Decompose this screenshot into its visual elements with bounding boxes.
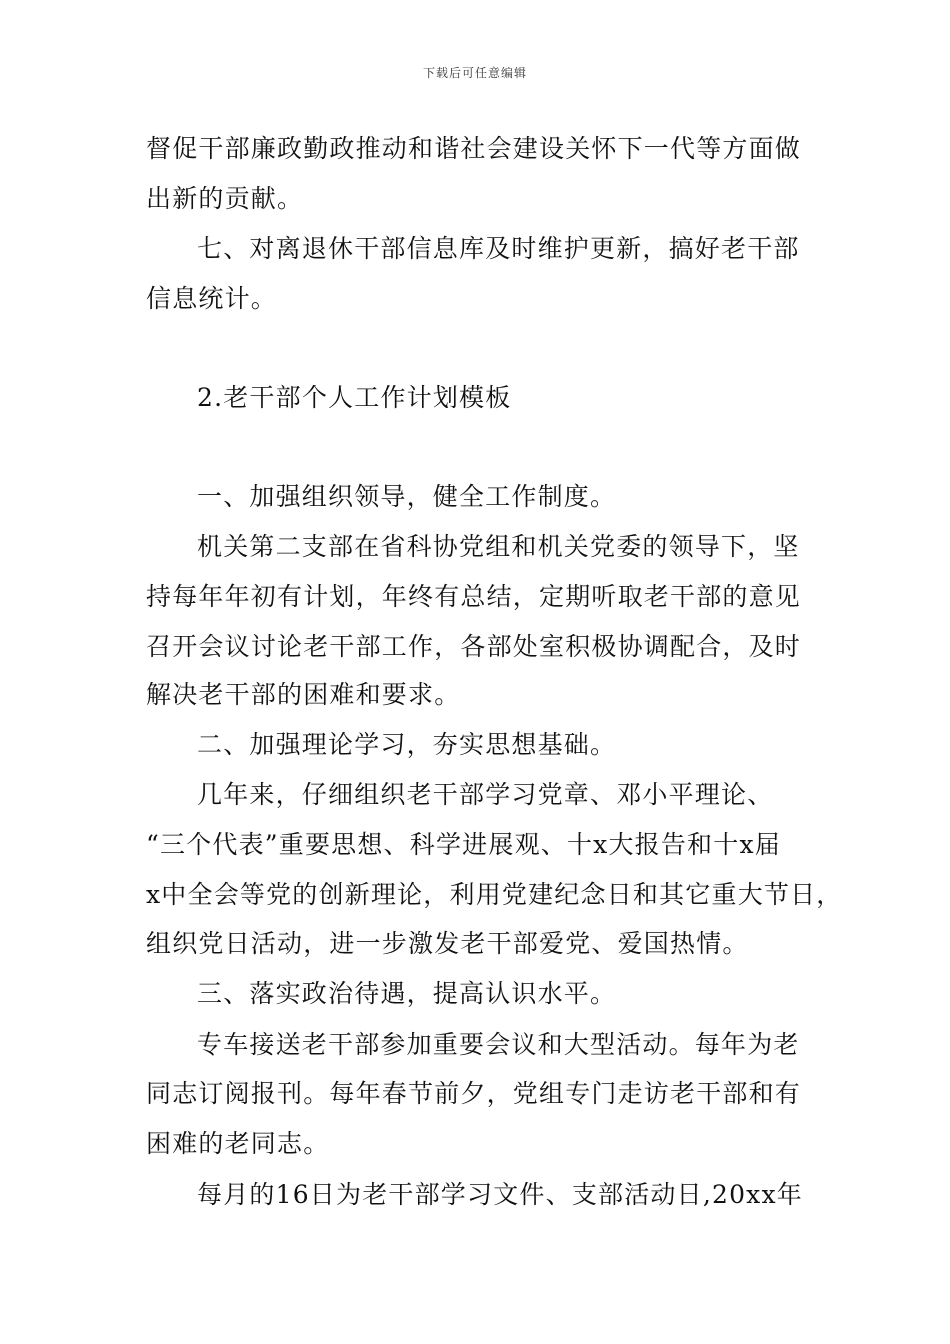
- text-line: 解决老干部的困难和要求。: [146, 680, 461, 709]
- text-line: 召开会议讨论老干部工作，各部处室积极协调配合，及时: [146, 632, 802, 661]
- text-line: 督促干部廉政勤政推动和谐社会建设关怀下一代等方面做: [146, 134, 802, 163]
- text-line: 同志订阅报刊。每年春节前夕，党组专门走访老干部和有: [146, 1079, 802, 1108]
- text-line: 机关第二支部在省科协党组和机关党委的领导下，坚: [197, 532, 800, 561]
- text-line: 专车接送老干部参加重要会议和大型活动。每年为老: [197, 1030, 800, 1059]
- text-line: 一、加强组织领导，健全工作制度。: [197, 482, 617, 511]
- text-line: 困难的老同志。: [146, 1129, 330, 1158]
- text-line: “三个代表”重要思想、科学进展观、十x大报告和十x届: [146, 830, 781, 859]
- text-line: 组织党日活动，进一步激发老干部爱党、爱国热情。: [146, 929, 749, 958]
- page-header: 下载后可任意编辑: [422, 66, 527, 80]
- section-title: 2.老干部个人工作计划模板: [197, 383, 512, 412]
- text-line: 持每年年初有计划，年终有总结，定期听取老干部的意见: [146, 582, 802, 611]
- text-line: 七、对离退休干部信息库及时维护更新，搞好老干部: [197, 234, 800, 263]
- text-line: x中全会等党的创新理论，利用党建纪念日和其它重大节日，: [146, 880, 843, 909]
- text-line: 出新的贡献。: [146, 184, 304, 213]
- text-line: 三、落实政治待遇，提高认识水平。: [197, 979, 617, 1008]
- text-line: 二、加强理论学习，夯实思想基础。: [197, 730, 617, 759]
- text-line: 几年来，仔细组织老干部学习党章、邓小平理论、: [197, 780, 774, 809]
- text-line: 信息统计。: [146, 284, 278, 313]
- text-line: 每月的16日为老干部学习文件、支部活动日,20xx年: [197, 1180, 803, 1209]
